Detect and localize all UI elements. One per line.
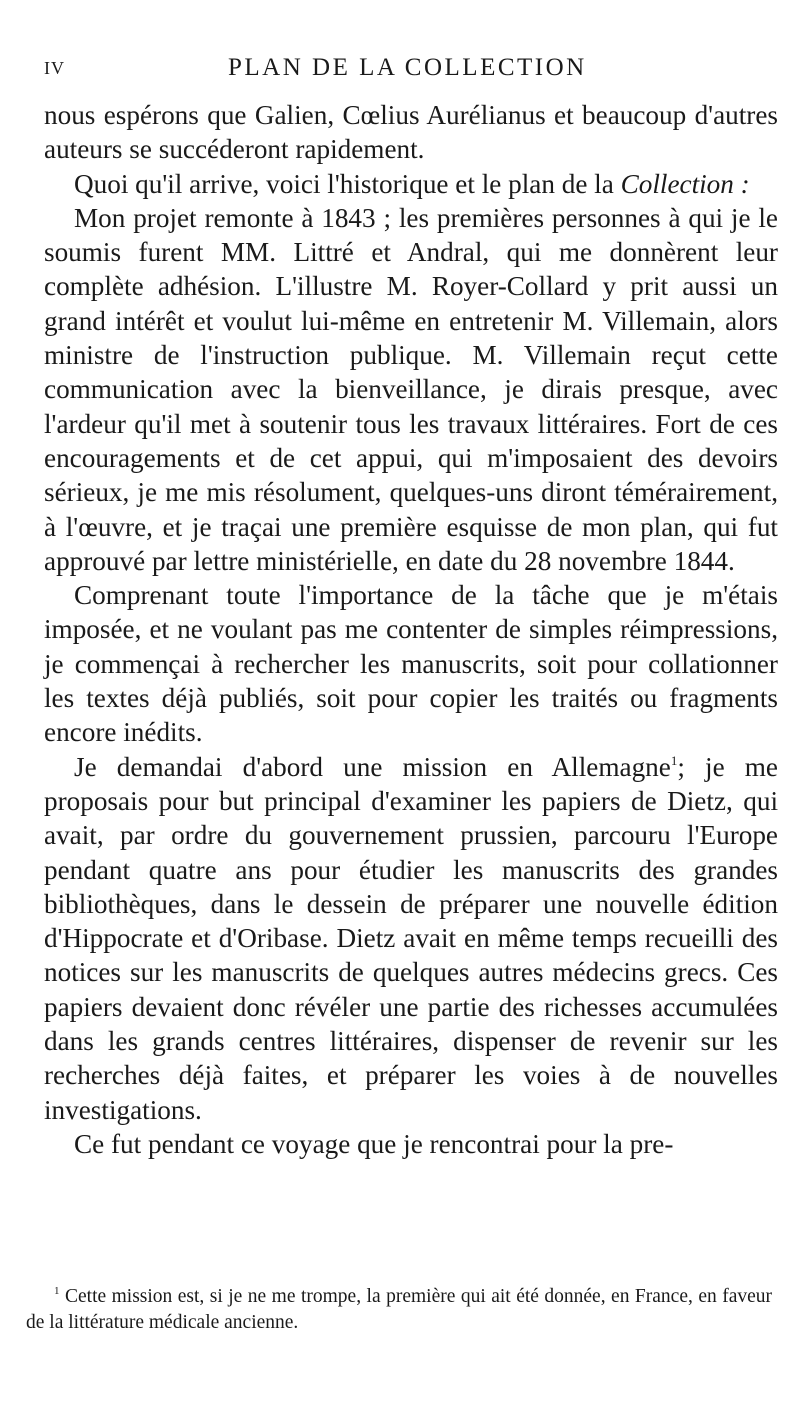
paragraph-6 — [44, 1127, 778, 1161]
paragraph-4-text: Comprenant toute l'importance de la tâche que je m'étais imposée, et ne voulant pas me contenter de simples réimpressions, je commençai à rechercher les manuscrits, soit pour collationner les textes déjà publiés, soit pour copier les traités ou fragments encore inédits. — [44, 580, 778, 748]
paragraph-4 — [44, 578, 778, 749]
paragraph-5 — [44, 750, 778, 1127]
footnote-text: Cette mission est, si je ne me trompe, la première qui ait été donnée, en France, en faveur de la littérature médicale ancienne. — [26, 1286, 772, 1333]
collection-italic: Collection : — [620, 168, 750, 199]
paragraph-3-text: Mon projet remonte à 1843 ; les premières personnes à qui je le soumis furent MM. Littré et Andral, qui me donnèrent leur complète adhésion. L'illustre M. Royer-Collard y prit aussi un grand intérêt et voulut lui-même en entretenir M. Villemain, alors ministre de l'instruction publique. M. Villemain reçut cette communication avec la bienveillance, je dirais presque, avec l'ardeur qu'il met à soutenir tous les travaux littéraires. Fort de ces encouragements et de cet appui, qui m'imposaient des devoirs sérieux, je me mis résolument, quelques-uns diront témérairement, à l'œuvre, et je traçai une première esquisse de mon plan, qui fut approuvé par lettre ministérielle, en date du 28 novembre 1844. — [44, 202, 778, 576]
running-head — [40, 54, 780, 90]
paragraph-2 — [44, 167, 778, 201]
main-text — [44, 98, 778, 1161]
paragraph-5-text-b: ; je me proposais pour but principal d'examiner les papiers de Dietz, qui avait, par ordre du gouvernement prussien, parcouru l'Europe pendant quatre ans pour étudier les manuscrits des grandes bibliothèques, dans le dessein de préparer une nouvelle édition d'Hippocrate et d'Oribase. Dietz avait en même temps recueilli des notices sur les manuscrits de quelques autres médecins grecs. Ces papiers devaient donc révéler une partie des richesses accumulées dans les grands centres littéraires, dispenser de revenir sur les recherches déjà faites, et préparer les voies à de nouvelles investigations. — [44, 751, 778, 1125]
paragraph-3 — [44, 201, 778, 578]
footnote — [26, 1284, 772, 1336]
paragraph-1-text: nous espérons que Galien, Cœlius Aurélianus et beaucoup d'autres auteurs se succéderont rapidement. — [44, 100, 778, 165]
footnote-reference[interactable]: 1 — [670, 752, 678, 768]
page-number: IV — [44, 58, 65, 78]
paragraph-6-text: Ce fut pendant ce voyage que je rencontrai pour la pre- — [74, 1128, 674, 1159]
footnote-mark: 1 — [54, 1285, 60, 1297]
paragraph-5-text-a: Je demandai d'abord une mission en Allemagne — [74, 751, 671, 782]
running-title: PLAN DE LA COLLECTION — [228, 54, 587, 81]
paragraph-2-text: Quoi qu'il arrive, voici l'historique et le plan de la — [74, 168, 621, 199]
paragraph-continued — [44, 98, 778, 167]
